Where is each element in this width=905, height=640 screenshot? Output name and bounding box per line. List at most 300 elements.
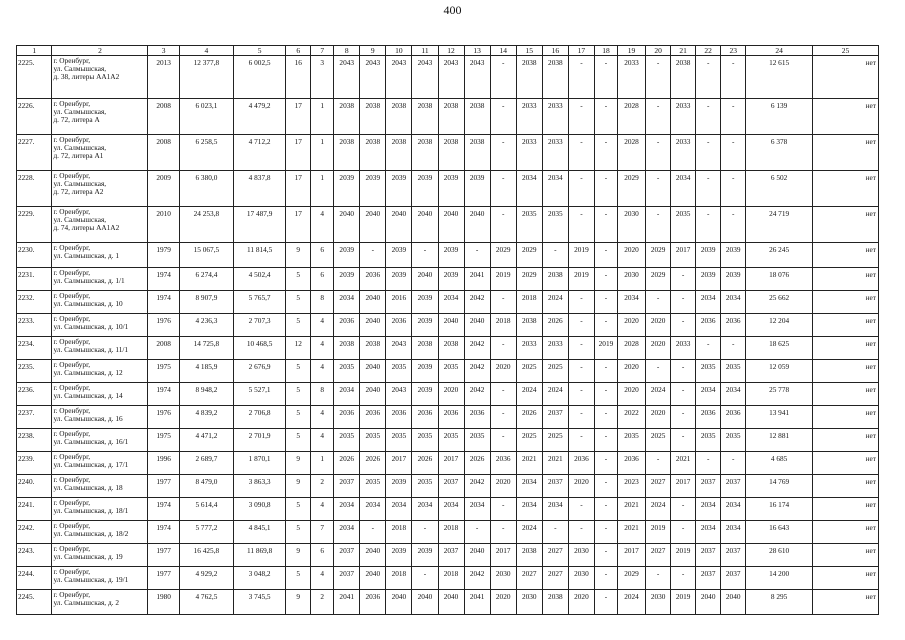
row-number-cell: 2241.: [17, 498, 52, 521]
value-cell-col-3: 1996: [148, 452, 179, 475]
column-header-20: 20: [646, 46, 671, 56]
value-cell-col-19: 2020: [617, 383, 645, 406]
value-cell-col-12: 2037: [438, 475, 464, 498]
overhaul-flag-cell: нет: [813, 452, 879, 475]
value-cell-col-17: -: [568, 56, 594, 99]
value-cell-col-14: 2019: [490, 268, 516, 291]
table-row: [17, 452, 879, 475]
value-cell-col-16: 2038: [542, 590, 568, 615]
value-cell-col-18: -: [594, 452, 617, 475]
address-line: ул. Салмышская,: [53, 143, 107, 152]
value-cell-col-10: 2040: [386, 590, 412, 615]
value-cell-col-22: 2036: [696, 406, 721, 429]
table-row: [17, 268, 879, 291]
value-cell-col-14: -: [490, 99, 516, 135]
value-cell-col-18: 2019: [594, 337, 617, 360]
value-cell-col-8: 2037: [334, 544, 360, 567]
value-cell-col-8: 2039: [334, 171, 360, 207]
value-cell-col-6: 9: [286, 452, 311, 475]
value-cell-col-23: 2039: [721, 268, 746, 291]
value-cell-col-20: 2019: [646, 521, 671, 544]
value-cell-col-7: 2: [311, 590, 334, 615]
value-cell-col-8: 2034: [334, 291, 360, 314]
value-cell-col-6: 5: [286, 429, 311, 452]
value-cell-col-6: 5: [286, 314, 311, 337]
address-line: ул. Салмышская,: [53, 107, 107, 116]
value-cell-col-11: 2039: [412, 291, 438, 314]
row-number-cell: 2232.: [17, 291, 52, 314]
table-row: [17, 171, 879, 207]
value-cell-col-18: -: [594, 498, 617, 521]
value-cell-col-18: -: [594, 383, 617, 406]
value-cell-col-17: -: [568, 337, 594, 360]
value-cell-col-21: 2033: [671, 99, 696, 135]
row-number-cell: 2226.: [17, 99, 52, 135]
value-cell-col-13: 2043: [464, 56, 490, 99]
value-cell-col-14: -: [490, 406, 516, 429]
value-cell-col-11: 2040: [412, 207, 438, 243]
value-cell-col-6: 5: [286, 268, 311, 291]
value-cell-col-8: 2041: [334, 590, 360, 615]
value-cell-col-3: 1974: [148, 521, 179, 544]
value-cell-col-22: 2035: [696, 360, 721, 383]
column-header-11: 11: [412, 46, 438, 56]
overhaul-flag-cell: нет: [813, 475, 879, 498]
value-cell-col-8: 2038: [334, 99, 360, 135]
address-line: ул. Салмышская, д. 19/1: [53, 575, 129, 584]
value-cell-col-13: 2039: [464, 171, 490, 207]
value-cell-col-13: 2036: [464, 406, 490, 429]
address-line: г. Оренбург,: [53, 475, 91, 484]
value-cell-col-17: 2019: [568, 268, 594, 291]
column-header-6: 6: [286, 46, 311, 56]
value-cell-col-20: 2024: [646, 498, 671, 521]
value-cell-col-13: 2038: [464, 99, 490, 135]
column-header-23: 23: [721, 46, 746, 56]
value-cell-col-10: 2039: [386, 171, 412, 207]
value-cell-col-7: 4: [311, 429, 334, 452]
address-line: ул. Салмышская,: [53, 215, 107, 224]
value-cell-col-8: 2043: [334, 56, 360, 99]
address-cell: [52, 207, 148, 243]
overhaul-flag-cell: нет: [813, 383, 879, 406]
value-cell-col-9: 2034: [360, 498, 386, 521]
value-cell-col-13: 2041: [464, 268, 490, 291]
value-cell-col-6: 9: [286, 544, 311, 567]
value-cell-col-3: 2008: [148, 337, 179, 360]
value-cell-col-17: -: [568, 383, 594, 406]
value-cell-col-16: 2025: [542, 429, 568, 452]
overhaul-flag-cell: нет: [813, 56, 879, 99]
table-row: [17, 243, 879, 268]
value-cell-col-10: 2039: [386, 268, 412, 291]
value-cell-col-16: 2038: [542, 56, 568, 99]
address-line: ул. Салмышская, д. 18/2: [53, 529, 129, 538]
value-cell-col-12: 2035: [438, 429, 464, 452]
address-cell: [52, 360, 148, 383]
value-cell-col-12: 2039: [438, 268, 464, 291]
value-cell-col-13: 2042: [464, 291, 490, 314]
value-cell-col-19: 2036: [617, 452, 645, 475]
value-cell-col-8: 2037: [334, 475, 360, 498]
value-cell-col-16: 2026: [542, 314, 568, 337]
value-cell-col-6: 17: [286, 171, 311, 207]
address-cell: [52, 314, 148, 337]
value-cell-col-9: 2040: [360, 207, 386, 243]
address-line: д. 72, литера А1: [53, 151, 104, 160]
value-cell-col-16: 2027: [542, 567, 568, 590]
value-cell-col-11: 2035: [412, 475, 438, 498]
value-cell-col-4: 24 253,8: [179, 207, 233, 243]
address-line: г. Оренбург,: [53, 337, 91, 346]
value-cell-col-17: 2020: [568, 475, 594, 498]
value-cell-col-15: 2035: [516, 207, 542, 243]
value-cell-col-13: 2035: [464, 429, 490, 452]
row-number-cell: 2239.: [17, 452, 52, 475]
address-line: ул. Салмышская, д. 11/1: [53, 345, 129, 354]
value-cell-col-19: 2028: [617, 135, 645, 171]
value-cell-col-5: 3 090,8: [234, 498, 286, 521]
value-cell-col-11: 2034: [412, 498, 438, 521]
address-line: г. Оренбург,: [53, 406, 91, 415]
value-cell-col-21: -: [671, 268, 696, 291]
value-cell-col-3: 1974: [148, 498, 179, 521]
value-cell-col-5: 1 870,1: [234, 452, 286, 475]
value-cell-col-24: 14 769: [746, 475, 813, 498]
address-line: ул. Салмышская, д. 16/1: [53, 437, 129, 446]
address-line: г. Оренбург,: [53, 429, 91, 438]
value-cell-col-9: 2043: [360, 56, 386, 99]
value-cell-col-24: 16 643: [746, 521, 813, 544]
value-cell-col-20: 2020: [646, 406, 671, 429]
value-cell-col-17: -: [568, 521, 594, 544]
value-cell-col-6: 5: [286, 383, 311, 406]
value-cell-col-20: -: [646, 99, 671, 135]
address-line: г. Оренбург,: [53, 544, 91, 553]
value-cell-col-24: 25 662: [746, 291, 813, 314]
value-cell-col-15: 2034: [516, 498, 542, 521]
column-header-10: 10: [386, 46, 412, 56]
value-cell-col-16: 2024: [542, 291, 568, 314]
row-number-cell: 2229.: [17, 207, 52, 243]
value-cell-col-8: 2034: [334, 498, 360, 521]
value-cell-col-11: 2036: [412, 406, 438, 429]
value-cell-col-20: 2020: [646, 314, 671, 337]
value-cell-col-3: 1974: [148, 268, 179, 291]
value-cell-col-18: -: [594, 56, 617, 99]
value-cell-col-23: 2036: [721, 406, 746, 429]
value-cell-col-4: 8 479,0: [179, 475, 233, 498]
value-cell-col-4: 4 839,2: [179, 406, 233, 429]
value-cell-col-12: 2036: [438, 406, 464, 429]
value-cell-col-23: -: [721, 99, 746, 135]
value-cell-col-21: -: [671, 383, 696, 406]
value-cell-col-10: 2043: [386, 337, 412, 360]
overhaul-flag-cell: нет: [813, 207, 879, 243]
value-cell-col-12: 2039: [438, 171, 464, 207]
value-cell-col-15: 2033: [516, 135, 542, 171]
value-cell-col-14: -: [490, 56, 516, 99]
value-cell-col-19: 2020: [617, 314, 645, 337]
value-cell-col-12: 2040: [438, 314, 464, 337]
value-cell-col-5: 4 845,1: [234, 521, 286, 544]
value-cell-col-18: -: [594, 99, 617, 135]
value-cell-col-22: -: [696, 337, 721, 360]
value-cell-col-18: -: [594, 567, 617, 590]
value-cell-col-21: -: [671, 429, 696, 452]
value-cell-col-3: 1974: [148, 383, 179, 406]
overhaul-flag-cell: нет: [813, 498, 879, 521]
value-cell-col-24: 6 502: [746, 171, 813, 207]
value-cell-col-5: 3 048,2: [234, 567, 286, 590]
address-cell: [52, 99, 148, 135]
value-cell-col-9: 2040: [360, 567, 386, 590]
table-row: [17, 314, 879, 337]
value-cell-col-20: 2027: [646, 544, 671, 567]
table-row: [17, 544, 879, 567]
value-cell-col-21: 2038: [671, 56, 696, 99]
value-cell-col-17: -: [568, 429, 594, 452]
value-cell-col-5: 4 837,8: [234, 171, 286, 207]
value-cell-col-3: 2010: [148, 207, 179, 243]
value-cell-col-11: 2038: [412, 337, 438, 360]
value-cell-col-17: -: [568, 207, 594, 243]
column-header-5: 5: [234, 46, 286, 56]
value-cell-col-3: 1976: [148, 314, 179, 337]
value-cell-col-16: 2037: [542, 475, 568, 498]
table-row: [17, 498, 879, 521]
value-cell-col-12: 2040: [438, 590, 464, 615]
value-cell-col-13: 2042: [464, 383, 490, 406]
address-cell: [52, 291, 148, 314]
value-cell-col-24: 24 719: [746, 207, 813, 243]
value-cell-col-20: -: [646, 56, 671, 99]
value-cell-col-17: -: [568, 291, 594, 314]
value-cell-col-10: 2039: [386, 544, 412, 567]
value-cell-col-19: 2029: [617, 171, 645, 207]
value-cell-col-22: 2036: [696, 314, 721, 337]
value-cell-col-4: 4 929,2: [179, 567, 233, 590]
row-number-cell: 2227.: [17, 135, 52, 171]
row-number-cell: 2233.: [17, 314, 52, 337]
value-cell-col-20: -: [646, 135, 671, 171]
value-cell-col-15: 2029: [516, 243, 542, 268]
address-line: г. Оренбург,: [53, 567, 91, 576]
value-cell-col-19: 2020: [617, 243, 645, 268]
overhaul-flag-cell: нет: [813, 135, 879, 171]
value-cell-col-22: -: [696, 135, 721, 171]
value-cell-col-14: 2020: [490, 360, 516, 383]
value-cell-col-12: 2040: [438, 207, 464, 243]
value-cell-col-20: -: [646, 207, 671, 243]
value-cell-col-4: 8 948,2: [179, 383, 233, 406]
value-cell-col-24: 12 881: [746, 429, 813, 452]
column-header-18: 18: [594, 46, 617, 56]
value-cell-col-4: 6 274,4: [179, 268, 233, 291]
value-cell-col-22: 2039: [696, 243, 721, 268]
address-line: г. Оренбург,: [53, 135, 91, 144]
value-cell-col-3: 2008: [148, 99, 179, 135]
overhaul-flag-cell: нет: [813, 268, 879, 291]
address-cell: [52, 337, 148, 360]
address-line: д. 72, литера А2: [53, 187, 104, 196]
value-cell-col-19: 2034: [617, 291, 645, 314]
value-cell-col-4: 16 425,8: [179, 544, 233, 567]
value-cell-col-21: -: [671, 567, 696, 590]
value-cell-col-7: 2: [311, 475, 334, 498]
value-cell-col-18: -: [594, 360, 617, 383]
column-header-21: 21: [671, 46, 696, 56]
row-number-cell: 2242.: [17, 521, 52, 544]
value-cell-col-4: 8 907,9: [179, 291, 233, 314]
value-cell-col-24: 12 615: [746, 56, 813, 99]
value-cell-col-16: 2034: [542, 171, 568, 207]
table-row: [17, 135, 879, 171]
value-cell-col-12: 2034: [438, 498, 464, 521]
value-cell-col-7: 4: [311, 337, 334, 360]
value-cell-col-10: 2043: [386, 383, 412, 406]
value-cell-col-7: 7: [311, 521, 334, 544]
value-cell-col-24: 14 200: [746, 567, 813, 590]
value-cell-col-11: 2026: [412, 452, 438, 475]
value-cell-col-22: 2037: [696, 544, 721, 567]
value-cell-col-17: 2030: [568, 544, 594, 567]
address-line: ул. Салмышская, д. 19: [53, 552, 123, 561]
value-cell-col-12: 2037: [438, 544, 464, 567]
row-number-cell: 2225.: [17, 56, 52, 99]
value-cell-col-15: 2038: [516, 314, 542, 337]
address-cell: [52, 475, 148, 498]
value-cell-col-12: 2043: [438, 56, 464, 99]
value-cell-col-13: 2042: [464, 360, 490, 383]
table-row: [17, 590, 879, 615]
value-cell-col-11: 2039: [412, 360, 438, 383]
value-cell-col-15: 2033: [516, 337, 542, 360]
value-cell-col-6: 5: [286, 360, 311, 383]
address-line: г. Оренбург,: [53, 291, 91, 300]
value-cell-col-23: 2034: [721, 498, 746, 521]
value-cell-col-7: 4: [311, 567, 334, 590]
address-line: г. Оренбург,: [53, 56, 91, 65]
value-cell-col-10: 2035: [386, 360, 412, 383]
value-cell-col-24: 25 778: [746, 383, 813, 406]
value-cell-col-9: 2039: [360, 171, 386, 207]
value-cell-col-22: -: [696, 452, 721, 475]
value-cell-col-12: 2017: [438, 452, 464, 475]
address-line: ул. Салмышская, д. 14: [53, 391, 123, 400]
value-cell-col-22: 2039: [696, 268, 721, 291]
value-cell-col-10: 2036: [386, 406, 412, 429]
value-cell-col-4: 6 023,1: [179, 99, 233, 135]
value-cell-col-8: 2034: [334, 383, 360, 406]
value-cell-col-7: 4: [311, 314, 334, 337]
address-cell: [52, 544, 148, 567]
value-cell-col-7: 8: [311, 291, 334, 314]
value-cell-col-22: 2034: [696, 521, 721, 544]
row-number-cell: 2236.: [17, 383, 52, 406]
value-cell-col-11: 2043: [412, 56, 438, 99]
value-cell-col-15: 2027: [516, 567, 542, 590]
column-header-25: 25: [813, 46, 879, 56]
value-cell-col-6: 9: [286, 243, 311, 268]
value-cell-col-12: 2038: [438, 337, 464, 360]
value-cell-col-11: 2038: [412, 99, 438, 135]
overhaul-flag-cell: нет: [813, 291, 879, 314]
address-cell: [52, 406, 148, 429]
value-cell-col-20: -: [646, 171, 671, 207]
table-row: [17, 429, 879, 452]
value-cell-col-16: 2033: [542, 337, 568, 360]
value-cell-col-19: 2020: [617, 360, 645, 383]
value-cell-col-8: 2037: [334, 567, 360, 590]
value-cell-col-12: 2018: [438, 521, 464, 544]
overhaul-flag-cell: нет: [813, 544, 879, 567]
value-cell-col-24: 12 204: [746, 314, 813, 337]
value-cell-col-24: 13 941: [746, 406, 813, 429]
value-cell-col-23: -: [721, 207, 746, 243]
value-cell-col-11: 2038: [412, 135, 438, 171]
value-cell-col-21: 2033: [671, 337, 696, 360]
value-cell-col-12: 2020: [438, 383, 464, 406]
address-line: ул. Салмышская,: [53, 179, 107, 188]
value-cell-col-9: 2040: [360, 383, 386, 406]
value-cell-col-11: 2039: [412, 314, 438, 337]
value-cell-col-3: 1974: [148, 291, 179, 314]
value-cell-col-6: 16: [286, 56, 311, 99]
value-cell-col-24: 6 139: [746, 99, 813, 135]
value-cell-col-4: 4 762,5: [179, 590, 233, 615]
value-cell-col-6: 5: [286, 521, 311, 544]
value-cell-col-6: 17: [286, 207, 311, 243]
value-cell-col-23: 2035: [721, 360, 746, 383]
row-number-cell: 2245.: [17, 590, 52, 615]
value-cell-col-7: 3: [311, 56, 334, 99]
value-cell-col-14: -: [490, 498, 516, 521]
value-cell-col-15: 2024: [516, 521, 542, 544]
value-cell-col-22: 2034: [696, 383, 721, 406]
value-cell-col-9: 2040: [360, 291, 386, 314]
value-cell-col-7: 6: [311, 544, 334, 567]
value-cell-col-24: 26 245: [746, 243, 813, 268]
value-cell-col-7: 4: [311, 498, 334, 521]
address-line: г. Оренбург,: [53, 452, 91, 461]
value-cell-col-13: 2040: [464, 544, 490, 567]
value-cell-col-4: 4 185,9: [179, 360, 233, 383]
address-line: г. Оренбург,: [53, 521, 91, 530]
overhaul-flag-cell: нет: [813, 590, 879, 615]
value-cell-col-20: 2027: [646, 475, 671, 498]
value-cell-col-12: 2034: [438, 291, 464, 314]
value-cell-col-6: 5: [286, 406, 311, 429]
value-cell-col-3: 2009: [148, 171, 179, 207]
column-header-19: 19: [617, 46, 645, 56]
value-cell-col-3: 1977: [148, 567, 179, 590]
value-cell-col-15: 2030: [516, 590, 542, 615]
value-cell-col-16: 2037: [542, 406, 568, 429]
value-cell-col-10: 2038: [386, 99, 412, 135]
value-cell-col-15: 2038: [516, 56, 542, 99]
value-cell-col-24: 28 610: [746, 544, 813, 567]
address-line: г. Оренбург,: [53, 171, 91, 180]
value-cell-col-4: 5 777,2: [179, 521, 233, 544]
value-cell-col-21: 2019: [671, 544, 696, 567]
value-cell-col-23: 2039: [721, 243, 746, 268]
value-cell-col-23: 2037: [721, 475, 746, 498]
housing-table: [16, 45, 879, 615]
value-cell-col-21: 2034: [671, 171, 696, 207]
value-cell-col-18: -: [594, 544, 617, 567]
value-cell-col-7: 6: [311, 243, 334, 268]
